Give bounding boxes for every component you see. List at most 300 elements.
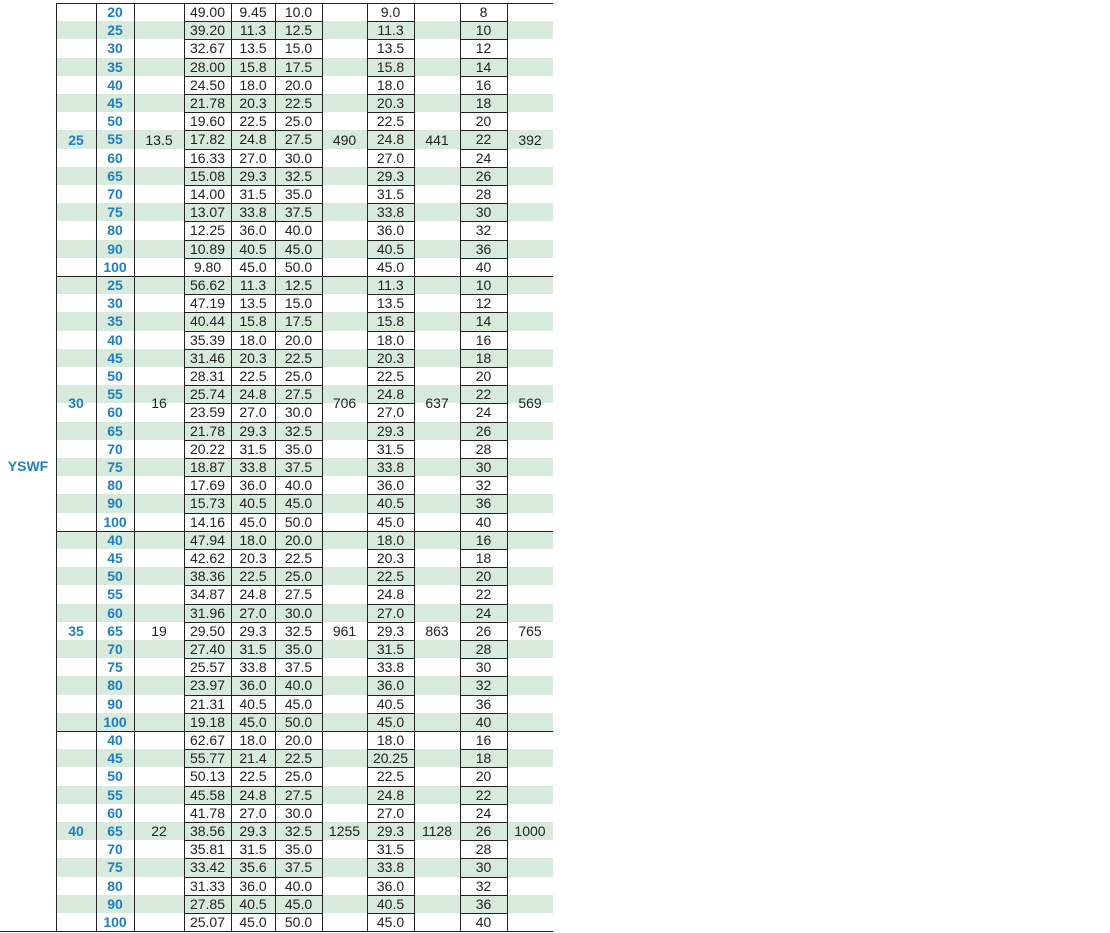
stroke-value: 50	[107, 113, 123, 130]
stroke-value: 30	[107, 40, 123, 57]
speed-value-a: 15.8	[239, 58, 267, 75]
force-value: 45.58	[189, 786, 226, 803]
speed-value-b: 37.5	[284, 204, 313, 221]
speed-value-c: 33.8	[376, 659, 405, 676]
speed-value-b: 35.0	[284, 440, 313, 457]
speed-value-a: 13.5	[239, 295, 267, 312]
length-value: 20	[475, 768, 492, 785]
length-value: 30	[475, 459, 492, 475]
stroke-value: 60	[107, 404, 123, 421]
group-value-c8: 1128	[421, 823, 453, 840]
speed-value-b: 12.5	[284, 22, 313, 39]
group-value-c6: 1255	[328, 823, 361, 840]
speed-value-c: 29.3	[376, 823, 405, 839]
speed-value-c: 15.8	[376, 313, 405, 330]
stroke-value: 75	[107, 204, 123, 221]
speed-value-c: 22.5	[376, 568, 405, 585]
stroke-value: 55	[107, 586, 123, 603]
group-value-c10: 569	[518, 395, 542, 412]
force-value: 33.42	[189, 859, 226, 876]
speed-value-c: 29.3	[376, 167, 405, 184]
group-value-c6: 490	[332, 131, 357, 148]
stroke-value: 100	[103, 513, 127, 530]
speed-value-b: 32.5	[284, 422, 313, 439]
speed-value-a: 45.0	[239, 914, 267, 930]
speed-value-c: 36.0	[376, 477, 405, 494]
speed-value-a: 27.0	[239, 604, 267, 621]
stroke-value: 55	[107, 786, 123, 803]
stroke-value: 45	[107, 750, 123, 767]
speed-value-b: 30.0	[284, 149, 313, 166]
length-value: 32	[475, 677, 492, 694]
stroke-value: 25	[107, 22, 123, 39]
speed-value-c: 40.5	[376, 240, 405, 257]
force-value: 18.87	[189, 459, 226, 475]
speed-value-a: 29.3	[239, 422, 267, 439]
force-value: 12.25	[189, 222, 226, 239]
speed-value-c: 18.0	[376, 531, 405, 548]
speed-value-c: 40.5	[376, 695, 405, 712]
length-value: 24	[475, 804, 492, 821]
stroke-value: 65	[107, 422, 123, 439]
speed-value-c: 11.3	[377, 277, 404, 293]
force-value: 32.67	[189, 40, 226, 57]
speed-value-b: 30.0	[284, 404, 313, 421]
speed-value-a: 22.5	[239, 368, 267, 384]
group-value-c2: 22	[151, 823, 167, 840]
speed-value-b: 32.5	[284, 622, 313, 639]
group-value-c10: 765	[518, 622, 542, 639]
length-value: 36	[475, 895, 492, 912]
speed-value-b: 30.0	[284, 804, 313, 821]
force-value: 55.77	[189, 750, 226, 767]
force-value: 56.62	[189, 277, 226, 293]
length-value: 28	[475, 841, 492, 858]
force-value: 21.78	[189, 95, 226, 111]
stroke-value: 80	[107, 222, 123, 239]
speed-value-a: 13.5	[239, 40, 267, 57]
stroke-value: 50	[107, 368, 123, 384]
speed-value-b: 27.5	[284, 786, 313, 803]
stroke-value: 40	[107, 531, 123, 548]
speed-value-a: 31.5	[239, 440, 267, 457]
stroke-value: 90	[107, 695, 123, 712]
speed-value-b: 27.5	[284, 386, 313, 403]
speed-value-b: 45.0	[284, 240, 313, 257]
speed-value-c: 33.8	[376, 459, 405, 475]
force-value: 27.40	[189, 641, 226, 657]
speed-value-b: 50.0	[284, 513, 313, 530]
force-value: 15.08	[189, 167, 226, 184]
force-value: 17.82	[189, 131, 226, 148]
speed-value-b: 32.5	[284, 823, 313, 839]
speed-value-b: 22.5	[284, 95, 313, 111]
speed-value-c: 31.5	[376, 841, 405, 858]
speed-value-a: 33.8	[239, 204, 267, 221]
speed-value-c: 24.8	[376, 131, 405, 148]
force-value: 39.20	[189, 22, 226, 39]
force-value: 9.80	[193, 258, 222, 275]
stroke-value: 100	[103, 258, 127, 275]
stroke-value: 35	[107, 313, 123, 330]
speed-value-c: 27.0	[376, 404, 405, 421]
force-value: 25.74	[189, 386, 226, 403]
length-value: 26	[475, 167, 492, 184]
speed-value-c: 45.0	[376, 513, 405, 530]
length-value: 22	[475, 586, 492, 603]
speed-value-c: 20.3	[376, 349, 405, 366]
length-value: 16	[475, 76, 492, 93]
stroke-value: 50	[107, 568, 123, 585]
speed-value-a: 36.0	[239, 877, 267, 894]
force-value: 35.81	[189, 841, 226, 858]
stroke-value: 65	[107, 622, 123, 639]
force-value: 19.18	[189, 713, 226, 730]
force-value: 38.36	[189, 568, 226, 585]
speed-value-a: 18.0	[239, 76, 267, 93]
stroke-value: 70	[107, 440, 123, 457]
speed-value-a: 45.0	[239, 258, 267, 275]
speed-value-c: 24.8	[376, 586, 405, 603]
length-value: 18	[475, 349, 492, 366]
speed-value-b: 22.5	[284, 550, 313, 566]
length-value: 8	[479, 4, 488, 20]
stroke-value: 80	[107, 677, 123, 694]
speed-value-a: 29.3	[239, 622, 267, 639]
speed-value-a: 21.4	[239, 750, 267, 767]
length-value: 26	[475, 823, 492, 839]
length-value: 16	[475, 531, 492, 548]
length-value: 20	[475, 368, 492, 384]
speed-value-c: 27.0	[376, 804, 405, 821]
force-value: 19.60	[189, 113, 226, 130]
force-value: 16.33	[189, 149, 226, 166]
length-value: 40	[475, 258, 492, 275]
force-value: 15.73	[189, 495, 226, 512]
speed-value-b: 20.0	[284, 76, 313, 93]
stroke-value: 25	[107, 277, 123, 293]
speed-value-b: 37.5	[284, 659, 313, 676]
speed-value-c: 22.5	[376, 368, 405, 384]
force-value: 10.89	[189, 240, 226, 257]
bore-size: 35	[68, 622, 84, 639]
speed-value-a: 18.0	[239, 732, 267, 748]
stroke-value: 35	[107, 58, 123, 75]
table-bottom-border	[0, 931, 553, 932]
stroke-value: 20	[107, 4, 123, 20]
stroke-value: 45	[107, 95, 123, 111]
stroke-value: 65	[107, 823, 123, 839]
length-value: 12	[475, 40, 492, 57]
force-value: 23.59	[189, 404, 226, 421]
speed-value-b: 40.0	[284, 477, 313, 494]
stroke-value: 65	[107, 167, 123, 184]
speed-value-b: 25.0	[284, 113, 313, 130]
group-value-c2: 13.5	[145, 131, 173, 148]
force-value: 40.44	[189, 313, 226, 330]
force-value: 38.56	[189, 823, 226, 839]
speed-value-b: 27.5	[284, 586, 313, 603]
length-value: 28	[475, 641, 492, 657]
length-value: 18	[475, 750, 492, 767]
speed-value-a: 40.5	[239, 495, 267, 512]
speed-value-a: 24.8	[239, 786, 267, 803]
speed-value-b: 30.0	[284, 604, 313, 621]
length-value: 24	[475, 149, 492, 166]
speed-value-c: 13.5	[376, 295, 405, 312]
length-value: 40	[475, 713, 492, 730]
force-value: 14.00	[189, 186, 226, 202]
force-value: 35.39	[189, 331, 226, 348]
group-value-c8: 441	[425, 131, 449, 148]
speed-value-b: 15.0	[284, 40, 313, 57]
speed-value-a: 20.3	[239, 349, 267, 366]
speed-value-c: 40.5	[376, 895, 405, 912]
speed-value-c: 24.8	[376, 786, 405, 803]
speed-value-c: 22.5	[376, 113, 405, 130]
speed-value-b: 45.0	[284, 695, 313, 712]
length-value: 22	[475, 131, 492, 148]
force-value: 21.31	[189, 695, 226, 712]
stroke-value: 60	[107, 149, 123, 166]
length-value: 24	[475, 604, 492, 621]
force-value: 31.33	[189, 877, 226, 894]
stroke-value: 80	[107, 877, 123, 894]
speed-value-a: 20.3	[239, 550, 267, 566]
speed-value-a: 9.45	[239, 4, 267, 20]
speed-value-b: 27.5	[284, 131, 313, 148]
speed-value-b: 35.0	[284, 641, 313, 657]
force-value: 21.78	[189, 422, 226, 439]
speed-value-a: 18.0	[239, 531, 267, 548]
speed-value-b: 35.0	[284, 186, 313, 202]
speed-value-a: 40.5	[239, 240, 267, 257]
speed-value-a: 11.3	[239, 277, 267, 293]
length-value: 22	[475, 386, 492, 403]
spec-table	[0, 0, 553, 933]
length-value: 30	[475, 204, 492, 221]
length-value: 28	[475, 186, 492, 202]
speed-value-c: 22.5	[376, 768, 405, 785]
speed-value-c: 27.0	[376, 604, 405, 621]
stroke-value: 75	[107, 859, 123, 876]
speed-value-a: 27.0	[239, 149, 267, 166]
speed-value-a: 40.5	[239, 695, 267, 712]
speed-value-a: 33.8	[239, 659, 267, 676]
speed-value-c: 45.0	[376, 258, 405, 275]
speed-value-b: 17.5	[284, 313, 313, 330]
speed-value-c: 40.5	[376, 495, 405, 512]
length-value: 24	[475, 404, 492, 421]
stroke-value: 100	[103, 914, 127, 930]
speed-value-a: 18.0	[239, 331, 267, 348]
speed-value-a: 31.5	[239, 841, 267, 858]
length-value: 32	[475, 222, 492, 239]
speed-value-c: 33.8	[376, 204, 405, 221]
speed-value-b: 22.5	[284, 750, 313, 767]
speed-value-b: 12.5	[284, 277, 313, 293]
force-value: 24.50	[189, 76, 226, 93]
speed-value-b: 20.0	[284, 732, 313, 748]
speed-value-a: 15.8	[239, 313, 267, 330]
group-value-c6: 706	[332, 395, 357, 412]
speed-value-c: 36.0	[376, 222, 405, 239]
stroke-value: 50	[107, 768, 123, 785]
length-value: 18	[475, 550, 492, 566]
length-value: 22	[475, 786, 492, 803]
speed-value-c: 36.0	[376, 877, 405, 894]
force-value: 49.00	[189, 4, 226, 20]
length-value: 36	[475, 695, 492, 712]
speed-value-a: 20.3	[239, 95, 267, 111]
speed-value-a: 11.3	[239, 22, 267, 39]
stroke-value: 40	[107, 732, 123, 748]
length-value: 26	[475, 422, 492, 439]
force-value: 13.07	[189, 204, 226, 221]
speed-value-a: 45.0	[239, 713, 267, 730]
force-value: 14.16	[189, 513, 226, 530]
stroke-value: 60	[107, 604, 123, 621]
speed-value-a: 29.3	[239, 167, 267, 184]
speed-value-a: 40.5	[239, 895, 267, 912]
stroke-value: 60	[107, 804, 123, 821]
stroke-value: 45	[107, 550, 123, 566]
speed-value-a: 29.3	[239, 823, 267, 839]
length-value: 36	[475, 495, 492, 512]
stroke-value: 70	[107, 186, 123, 202]
length-value: 36	[475, 240, 492, 257]
length-value: 20	[475, 113, 492, 130]
speed-value-c: 15.8	[376, 58, 405, 75]
speed-value-c: 45.0	[376, 713, 405, 730]
length-value: 18	[475, 95, 492, 111]
speed-value-a: 31.5	[239, 641, 267, 657]
speed-value-c: 31.5	[376, 186, 405, 202]
force-value: 50.13	[189, 768, 226, 785]
speed-value-a: 36.0	[239, 677, 267, 694]
force-value: 41.78	[189, 804, 226, 821]
speed-value-b: 45.0	[284, 895, 313, 912]
speed-value-a: 27.0	[239, 804, 267, 821]
speed-value-a: 22.5	[239, 113, 267, 130]
length-value: 16	[475, 331, 492, 348]
group-value-c10: 392	[518, 131, 542, 148]
bore-size: 40	[68, 823, 84, 840]
force-value: 29.50	[189, 622, 226, 639]
speed-value-a: 36.0	[239, 477, 267, 494]
force-value: 28.00	[189, 58, 226, 75]
speed-value-a: 31.5	[239, 186, 267, 202]
length-value: 14	[475, 58, 492, 75]
speed-value-a: 35.6	[239, 859, 267, 876]
stroke-value: 80	[107, 477, 123, 494]
stroke-value: 30	[107, 295, 123, 312]
length-value: 26	[475, 622, 492, 639]
stroke-value: 40	[107, 76, 123, 93]
speed-value-a: 22.5	[239, 568, 267, 585]
speed-value-a: 36.0	[239, 222, 267, 239]
force-value: 42.62	[189, 550, 226, 566]
speed-value-c: 36.0	[376, 677, 405, 694]
speed-value-b: 40.0	[284, 222, 313, 239]
speed-value-c: 18.0	[376, 732, 405, 748]
speed-value-b: 25.0	[284, 768, 313, 785]
group-value-c10: 1000	[514, 823, 546, 840]
speed-value-c: 9.0	[380, 4, 401, 20]
speed-value-c: 29.3	[376, 622, 405, 639]
model-label: YSWF	[7, 458, 49, 475]
speed-value-b: 40.0	[284, 677, 313, 694]
length-value: 40	[475, 914, 492, 930]
length-value: 30	[475, 659, 492, 676]
force-value: 28.31	[189, 368, 226, 384]
length-value: 10	[475, 22, 492, 39]
force-value: 25.57	[189, 659, 226, 676]
group-value-c6: 961	[332, 622, 357, 639]
stroke-value: 70	[107, 641, 123, 657]
speed-value-c: 31.5	[376, 641, 405, 657]
stroke-value: 100	[103, 713, 127, 730]
force-value: 27.85	[189, 895, 226, 912]
speed-value-a: 24.8	[239, 386, 267, 403]
speed-value-b: 25.0	[284, 368, 313, 384]
length-value: 30	[475, 859, 492, 876]
stroke-value: 55	[107, 386, 123, 403]
speed-value-b: 37.5	[284, 859, 313, 876]
speed-value-b: 10.0	[284, 4, 313, 20]
speed-value-a: 33.8	[239, 459, 267, 475]
speed-value-c: 31.5	[376, 440, 405, 457]
speed-value-b: 35.0	[284, 841, 313, 858]
bore-size: 30	[68, 395, 84, 412]
speed-value-b: 45.0	[284, 495, 313, 512]
speed-value-c: 33.8	[376, 859, 405, 876]
stroke-value: 90	[107, 895, 123, 912]
group-value-c2: 19	[151, 622, 167, 639]
length-value: 28	[475, 440, 492, 457]
speed-value-c: 20.3	[376, 95, 405, 111]
speed-value-b: 50.0	[284, 713, 313, 730]
stroke-value: 40	[107, 331, 123, 348]
stroke-value: 90	[107, 240, 123, 257]
speed-value-a: 22.5	[239, 768, 267, 785]
group-value-c8: 863	[425, 622, 449, 639]
length-value: 32	[475, 877, 492, 894]
speed-value-a: 24.8	[239, 131, 267, 148]
group-value-c8: 637	[425, 395, 449, 412]
speed-value-b: 15.0	[284, 295, 313, 312]
speed-value-c: 11.3	[377, 22, 404, 39]
speed-value-b: 37.5	[284, 459, 313, 475]
length-value: 40	[475, 513, 492, 530]
speed-value-a: 45.0	[239, 513, 267, 530]
length-value: 10	[475, 277, 492, 293]
length-value: 14	[475, 313, 492, 330]
speed-value-c: 20.3	[376, 550, 405, 566]
length-value: 12	[475, 295, 492, 312]
stroke-value: 70	[107, 841, 123, 858]
speed-value-b: 20.0	[284, 331, 313, 348]
stroke-value: 75	[107, 459, 123, 475]
length-value: 16	[475, 732, 492, 748]
force-value: 47.19	[189, 295, 226, 312]
force-value: 20.22	[189, 440, 226, 457]
stroke-value: 75	[107, 659, 123, 676]
speed-value-b: 22.5	[284, 349, 313, 366]
speed-value-b: 50.0	[284, 914, 313, 930]
force-value: 31.46	[189, 349, 226, 366]
speed-value-c: 18.0	[376, 331, 405, 348]
